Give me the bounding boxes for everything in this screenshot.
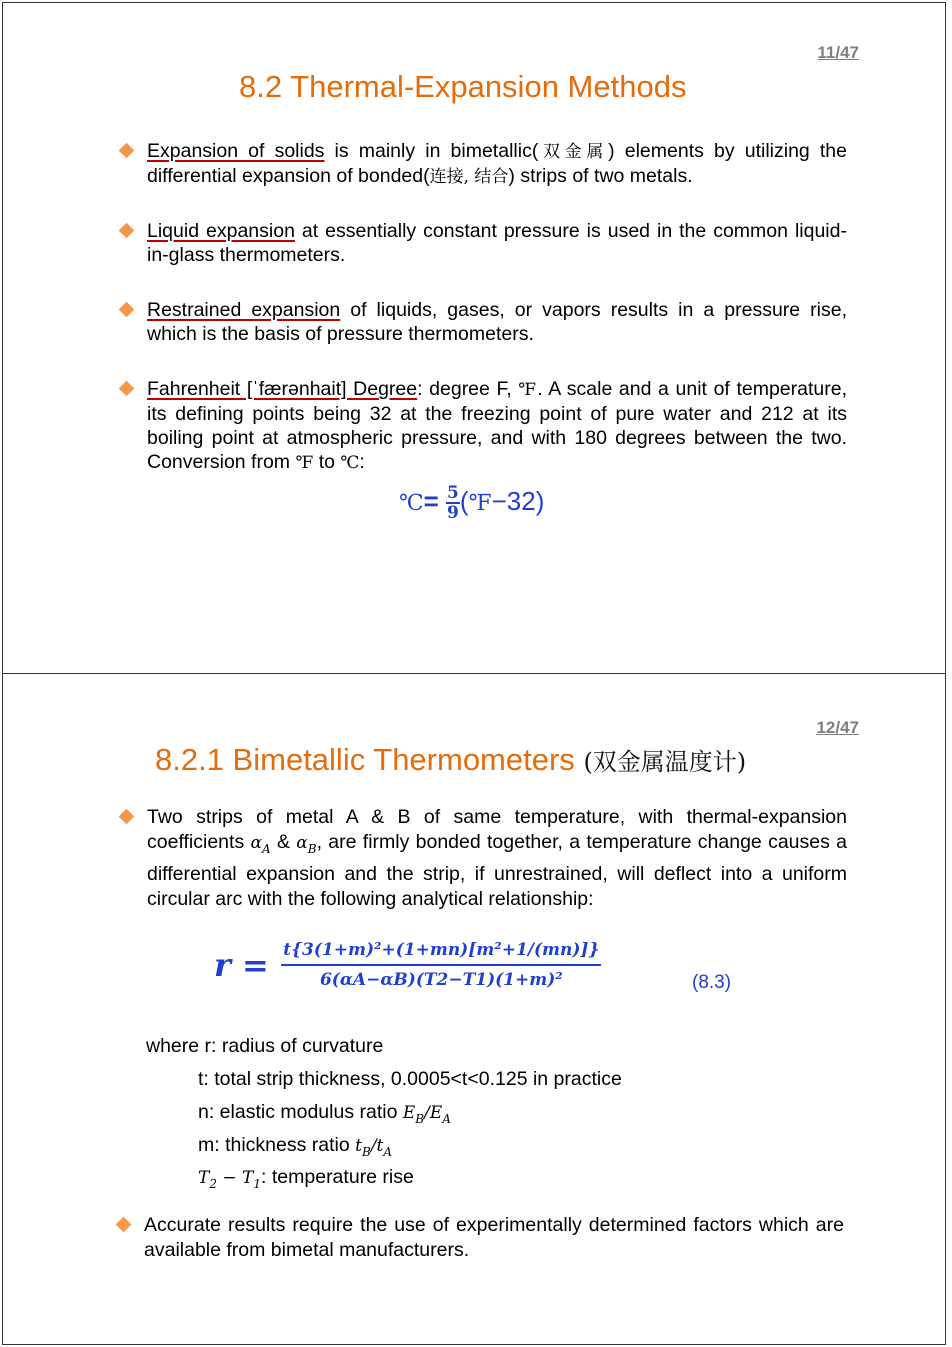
bullet-text: to (313, 451, 341, 473)
thickness-ratio-line (198, 1134, 392, 1159)
fraction-denominator: 9 (447, 503, 459, 523)
formula-celsius: ℃ (399, 490, 424, 516)
alpha-subscript: A (261, 841, 271, 856)
line-text: n: elastic modulus ratio (198, 1101, 403, 1123)
math-symbol: t (355, 1136, 362, 1156)
slide-11 (2, 2, 946, 675)
term-restrained-expansion: Restrained expansion (147, 299, 341, 321)
bullet-two-strips (121, 805, 847, 912)
math-subscript: 1 (253, 1176, 262, 1191)
math-minus: − (216, 1168, 243, 1188)
diamond-bullet-icon (119, 381, 135, 397)
slide-title-text: 8.2.1 Bimetallic Thermometers (155, 742, 575, 777)
slide-title: 8.2 Thermal-Expansion Methods (239, 69, 687, 104)
celsius-symbol: ℃ (340, 453, 360, 473)
bullet-text: & (270, 831, 297, 853)
page-number: 12/47 (816, 718, 859, 737)
bullet-text: Accurate results require the use of experimentally determined factors which are available from bimetal manufacturers. (144, 1214, 844, 1261)
thickness-line: t: total strip thickness, 0.0005<t<0.125 in practice (198, 1068, 622, 1090)
diamond-bullet-icon (116, 1217, 132, 1233)
formula-fraction (446, 484, 460, 522)
bullet-fahrenheit (121, 377, 847, 475)
alpha-subscript: B (307, 841, 317, 856)
bullet-text: ) strips of two metals. (508, 165, 693, 187)
bullet-accurate-results (118, 1213, 844, 1263)
math-subscript: A (383, 1144, 393, 1159)
formula-equals: = (423, 485, 439, 516)
bullet-text: at essentially constant pressure is used in the common liquid-in-glass thermometers. (147, 220, 847, 266)
chinese-gloss: 连接, 结合 (429, 167, 509, 187)
chinese-gloss: 双金属 (538, 142, 609, 162)
bullet-text: Two strips of metal A & B of same temperature, with thermal-expansion coefficients (147, 806, 847, 853)
slide-title (155, 742, 746, 778)
math-slash: / (424, 1103, 430, 1123)
line-text: : temperature rise (261, 1166, 414, 1188)
bullet-text: , are firmly bonded together, a temperature change causes a differential expansion and the strip, if unrestrained, will deflect into a uniform circular arc with the following analytical relationship: (147, 831, 847, 910)
term-liquid-expansion: Liquid expansion (147, 220, 295, 242)
diamond-bullet-icon (119, 302, 135, 318)
curvature-equation (214, 940, 601, 990)
math-symbol: t (376, 1136, 384, 1156)
formula-fahrenheit: ℉ (468, 490, 492, 516)
formula-paren: ( (459, 485, 469, 516)
conversion-formula (399, 484, 544, 522)
fahrenheit-symbol: ℉ (518, 380, 538, 400)
equation-fraction (281, 940, 601, 990)
equation-number: (8.3) (692, 972, 732, 993)
formula-rest: −32) (491, 485, 545, 516)
temperature-rise-line (198, 1166, 414, 1191)
math-subscript: A (442, 1111, 451, 1126)
math-subscript: B (415, 1111, 425, 1126)
modulus-ratio-line (198, 1101, 451, 1126)
equation-denominator: 6(αA−αB)(T2−T1)(1+m)² (319, 970, 563, 990)
term-fahrenheit-degree: Fahrenheit [ˈfærənhait] Degree (147, 378, 418, 400)
term-expansion-of-solids: Expansion of solids (147, 140, 325, 162)
bullet-text: of liquids, gases, or vapors results in a pressure rise, which is the basis of pressure thermometers. (147, 299, 847, 345)
equation-numerator: t{3(1+m)²+(1+mn)[m²+1/(mn)]} (281, 940, 601, 966)
math-subscript: B (361, 1144, 371, 1159)
alpha-symbol: α (250, 833, 262, 853)
math-symbol: E (402, 1103, 416, 1123)
bullet-text: : (359, 451, 365, 473)
math-symbol: T (198, 1168, 210, 1188)
diamond-bullet-icon (119, 809, 135, 825)
bullet-text: . A scale and a unit of temperature, its defining points being 32 at the freezing point of pure water and 212 at its boiling point at atmospheric pressure, and with 180 degrees between the two. Conversion from (147, 378, 847, 473)
bullet-liquid-expansion (121, 219, 847, 267)
page-number: 11/47 (817, 43, 859, 62)
where-line: where r: radius of curvature (146, 1035, 384, 1057)
bullet-text: is mainly in bimetallic( (324, 140, 539, 162)
bullet-text: ) elements by utilizing the differential expansion of bonded( (147, 140, 847, 187)
equation-lhs: r = (214, 946, 269, 984)
math-symbol: T (242, 1168, 254, 1188)
math-symbol: E (429, 1103, 443, 1123)
bullet-text: : degree F, (417, 378, 519, 400)
diamond-bullet-icon (119, 223, 135, 239)
slide-title-chinese: (双金属温度计) (583, 748, 747, 776)
math-slash: / (370, 1136, 377, 1156)
bullet-expansion-of-solids (121, 139, 847, 189)
alpha-symbol: α (296, 833, 308, 853)
bullet-restrained-expansion (121, 298, 847, 346)
line-text: m: thickness ratio (198, 1134, 356, 1156)
fahrenheit-symbol: ℉ (295, 453, 314, 473)
fraction-numerator: 5 (447, 483, 459, 503)
math-subscript: 2 (209, 1176, 217, 1191)
diamond-bullet-icon (119, 143, 135, 159)
